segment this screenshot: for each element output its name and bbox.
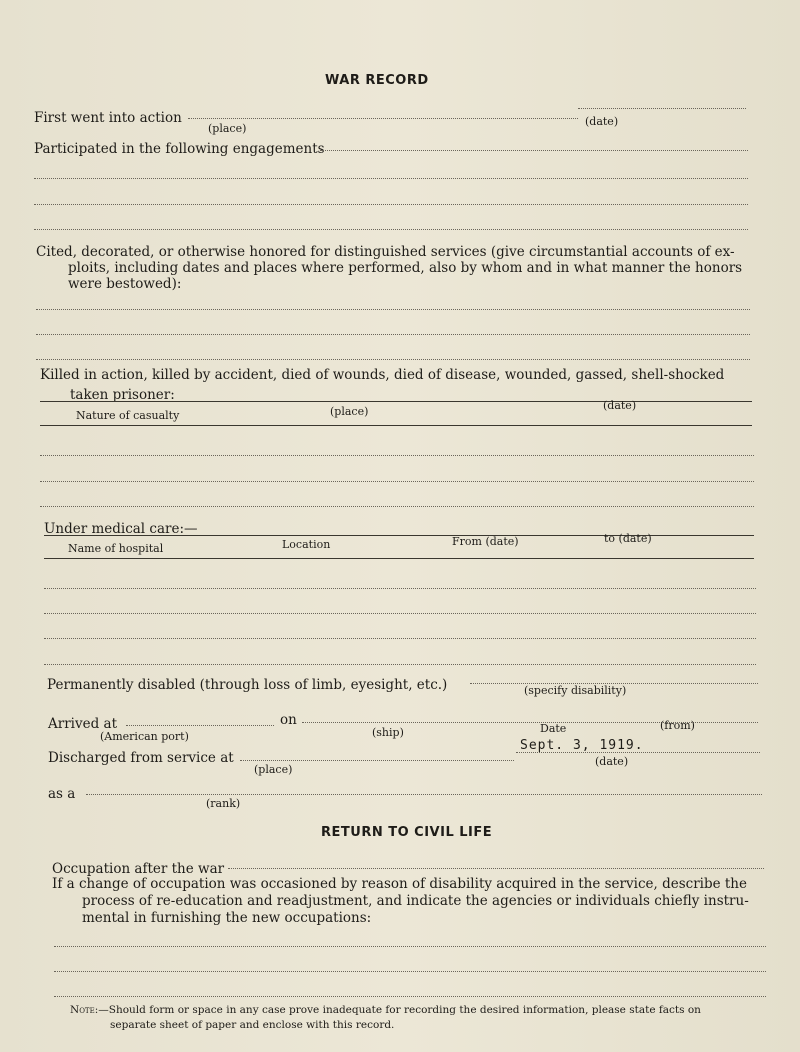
first-action-label: First went into action — [34, 110, 182, 126]
disabled-hint: (specify disability) — [524, 684, 627, 697]
medical-rule-bottom — [44, 558, 754, 559]
engagements-label: Participated in the following engagements — [34, 141, 325, 157]
change-line-c[interactable] — [54, 996, 766, 997]
arrived-port-line[interactable] — [126, 725, 274, 726]
medical-col-from: From (date) — [452, 535, 519, 548]
footnote-lead: Note: — [70, 1004, 99, 1016]
arrived-from-hint: (from) — [660, 719, 695, 732]
change-line-a[interactable] — [54, 946, 766, 947]
rank-hint: (rank) — [206, 797, 241, 810]
medical-col-location: Location — [282, 538, 331, 551]
first-action-date-line[interactable] — [578, 108, 746, 109]
arrived-label: Arrived at — [48, 716, 117, 732]
change-line-2: process of re-education and readjustment, and indicate the agencies or individuals chiefly instru- — [82, 893, 749, 909]
cited-line-a[interactable] — [36, 309, 750, 310]
arrived-ship-hint: (ship) — [372, 726, 404, 739]
engagements-line-4[interactable] — [34, 229, 748, 230]
cited-line-1: Cited, decorated, or otherwise honored for distinguished services (give circumstantial accounts of ex- — [36, 244, 735, 260]
disabled-label: Permanently disabled (through loss of limb, eyesight, etc.) — [47, 677, 448, 693]
first-action-place-line[interactable] — [188, 118, 578, 119]
casualty-line-b[interactable] — [40, 481, 754, 482]
casualty-col-date: (date) — [603, 399, 637, 412]
discharged-place-hint: (place) — [254, 763, 293, 776]
engagements-line-3[interactable] — [34, 204, 748, 205]
engagements-line-2[interactable] — [34, 178, 748, 179]
casualty-col-place: (place) — [330, 405, 369, 418]
change-line-1: If a change of occupation was occasioned by reason of disability acquired in the service, describe the — [52, 876, 747, 892]
first-action-date-hint: (date) — [585, 115, 619, 128]
discharged-date-value: Sept. 3, 1919. — [520, 738, 644, 753]
cited-line-3: were bestowed): — [68, 276, 182, 292]
arrived-date-hint: Date — [540, 722, 567, 735]
occupation-label: Occupation after the war — [52, 861, 225, 877]
engagements-line-1[interactable] — [320, 150, 748, 151]
arrived-on-label: on — [280, 712, 297, 728]
casualty-line-a[interactable] — [40, 455, 754, 456]
discharged-label: Discharged from service at — [48, 750, 234, 766]
casualty-line-1: Killed in action, killed by accident, died of wounds, died of disease, wounded, gassed, shell-shocked — [40, 367, 725, 383]
civil-life-heading: RETURN TO CIVIL LIFE — [321, 825, 493, 840]
rank-line[interactable] — [86, 794, 762, 795]
footnote-line-1: —Should form or space in any case prove inadequate for recording the desired information, please state facts on — [98, 1004, 701, 1016]
cited-line-2: ploits, including dates and places where performed, also by whom and in what manner the honors — [68, 260, 743, 276]
change-line-b[interactable] — [54, 971, 766, 972]
war-record-heading: WAR RECORD — [325, 73, 429, 88]
footnote — [70, 1004, 701, 1017]
as-a-label: as a — [48, 786, 76, 802]
casualty-col-nature: Nature of casualty — [76, 409, 180, 422]
arrived-port-hint: (American port) — [100, 730, 189, 743]
medical-line-c[interactable] — [44, 638, 756, 639]
cited-line-b[interactable] — [36, 334, 750, 335]
medical-col-hospital: Name of hospital — [68, 542, 164, 555]
first-action-place-hint: (place) — [208, 122, 247, 135]
cited-line-c[interactable] — [36, 359, 750, 360]
occupation-line[interactable] — [228, 868, 764, 869]
footnote-line-2: separate sheet of paper and enclose with this record. — [110, 1019, 395, 1031]
medical-col-to: to (date) — [604, 532, 652, 545]
medical-line-a[interactable] — [44, 588, 756, 589]
casualty-line-c[interactable] — [40, 506, 754, 507]
medical-label: Under medical care:— — [44, 521, 198, 537]
casualty-rule-top — [40, 401, 752, 402]
medical-line-d[interactable] — [44, 664, 756, 665]
casualty-rule-bottom — [40, 425, 752, 426]
discharged-date-hint: (date) — [595, 755, 629, 768]
discharged-place-line[interactable] — [240, 760, 514, 761]
casualty-line-2: taken prisoner: — [70, 387, 175, 403]
change-line-3: mental in furnishing the new occupations: — [82, 910, 372, 926]
medical-line-b[interactable] — [44, 613, 756, 614]
